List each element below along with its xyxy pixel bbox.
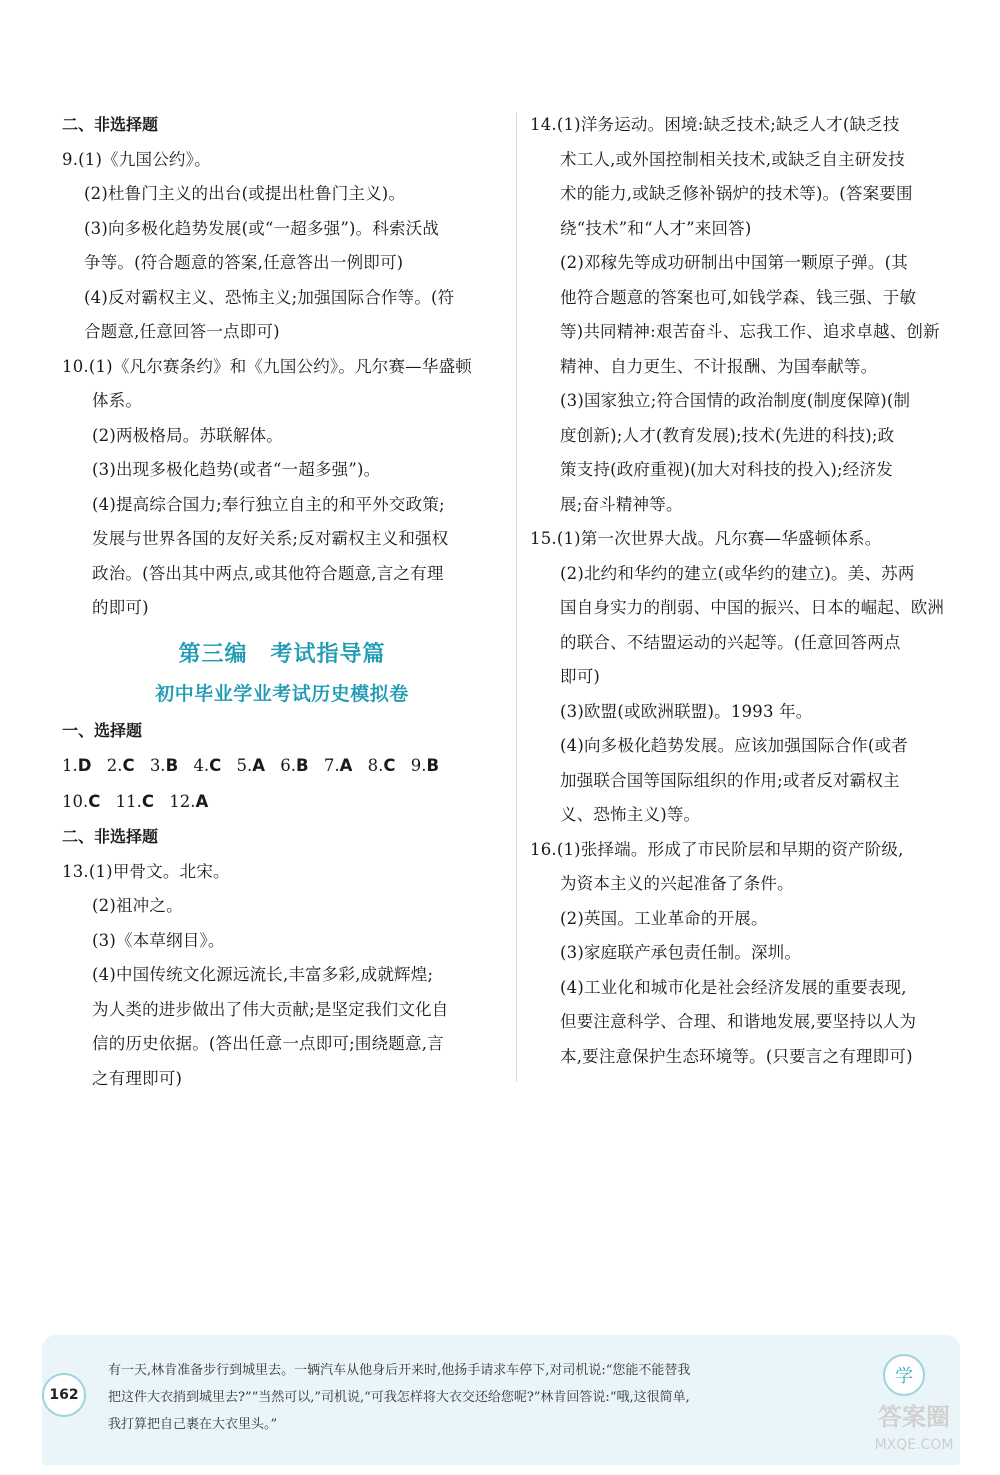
- choice-answer: 5.A: [236, 756, 266, 775]
- story-line: 有一天,林肯准备步行到城里去。一辆汽车从他身后开来时,他扬手请求车停下,对司机说:“您能不能替我: [108, 1363, 691, 1378]
- watermark-icon: [874, 1345, 954, 1455]
- answer-line: 的联合、不结盟运动的兴起等。(任意回答两点: [560, 632, 901, 652]
- right-column: [530, 108, 970, 1074]
- section-heading-nonchoice-2: 二、非选择题: [62, 827, 159, 846]
- answer-line: (4)中国传统文化源远流长,丰富多彩,成就辉煌;: [92, 965, 434, 984]
- choice-answer: 6.B: [280, 756, 309, 775]
- svg-text:答案圈: 答案圈: [878, 1403, 950, 1431]
- question-9: [62, 143, 502, 350]
- choice-answer: 8.C: [367, 756, 396, 775]
- answer-line: 他符合题意的答案也可,如钱学森、钱三强、于敏: [560, 287, 917, 307]
- answer-line: 10.(1)《凡尔赛条约》和《九国公约》。凡尔赛—华盛顿: [62, 356, 472, 376]
- choice-answer: 10.C: [62, 792, 101, 811]
- answer-line: 绕“技术”和“人才”来回答): [560, 218, 752, 238]
- svg-text:MXQE.COM: MXQE.COM: [874, 1437, 954, 1453]
- answer-line: 为人类的进步做出了伟大贡献;是坚定我们文化自: [92, 999, 449, 1019]
- answer-line: 体系。: [92, 391, 143, 410]
- choice-answer: 4.C: [193, 756, 222, 775]
- answer-line: (2)英国。工业革命的开展。: [560, 908, 768, 928]
- answer-line: 即可): [560, 667, 601, 686]
- question-16: [530, 833, 970, 1075]
- question-14: [530, 108, 970, 522]
- footer-story: [108, 1357, 888, 1438]
- answer-line: 14.(1)洋务运动。困境:缺乏技术;缺乏人才(缺乏技: [530, 115, 900, 134]
- answer-line: 合题意,任意回答一点即可): [84, 322, 280, 341]
- answer-line: (3)家庭联产承包责任制。深圳。: [560, 943, 802, 962]
- answer-line: (2)两极格局。苏联解体。: [92, 425, 283, 445]
- answer-line: 信的历史依据。(答出任意一点即可;围绕题意,言: [92, 1034, 444, 1053]
- answer-line: 9.(1)《九国公约》。: [62, 149, 211, 169]
- answer-line: 发展与世界各国的友好关系;反对霸权主义和强权: [92, 529, 449, 548]
- answer-line: 争等。(符合题意的答案,任意答出一例即可): [84, 253, 404, 272]
- svg-text:学: 学: [895, 1366, 913, 1387]
- answer-line: 本,要注意保护生态环境等。(只要言之有理即可): [560, 1046, 913, 1066]
- answer-line: (3)国家独立;符合国情的政治制度(制度保障)(制: [560, 391, 911, 410]
- answer-line: 术工人,或外国控制相关技术,或缺乏自主研发技: [560, 149, 905, 169]
- answer-line: 16.(1)张择端。形成了市民阶层和早期的资产阶级,: [530, 839, 904, 859]
- question-10: [62, 350, 502, 626]
- answer-line: 展;奋斗精神等。: [560, 494, 683, 514]
- answer-line: 为资本主义的兴起准备了条件。: [560, 874, 794, 893]
- answer-line: 精神、自力更生、不计报酬、为国奉献等。: [560, 356, 878, 376]
- part-title: 第三编 考试指导篇: [178, 640, 386, 667]
- answer-line: 义、恐怖主义)等。: [560, 805, 701, 824]
- question-15: [530, 522, 970, 833]
- answer-line: (4)工业化和城市化是社会经济发展的重要表现,: [560, 977, 907, 997]
- choice-answer: 11.C: [115, 792, 154, 811]
- answer-line: (3)《本草纲目》。: [92, 930, 225, 950]
- answer-line: 13.(1)甲骨文。北宋。: [62, 861, 230, 881]
- answer-line: 等)共同精神:艰苦奋斗、忘我工作、追求卓越、创新: [560, 322, 940, 341]
- answer-line: (3)欧盟(或欧洲联盟)。1993 年。: [560, 701, 813, 721]
- answer-line: 但要注意科学、合理、和谐地发展,要坚持以人为: [560, 1012, 917, 1031]
- answer-line: 国自身实力的削弱、中国的振兴、日本的崛起、欧洲: [560, 598, 945, 617]
- column-divider: [516, 112, 517, 1082]
- answer-line: (3)向多极化趋势发展(或“一超多强”)。科索沃战: [84, 218, 440, 238]
- answer-line: (2)祖冲之。: [92, 896, 183, 915]
- section-heading-nonchoice: 二、非选择题: [62, 115, 159, 134]
- page-number: 162: [42, 1373, 86, 1417]
- left-column: [62, 108, 502, 1096]
- choice-answer: 2.C: [106, 756, 135, 775]
- answer-line: (2)邓稼先等成功研制出中国第一颗原子弹。(其: [560, 253, 908, 272]
- answer-line: 策支持(政府重视)(加大对科技的投入);经济发: [560, 460, 893, 479]
- answer-line: (4)提高综合国力;奉行独立自主的和平外交政策;: [92, 494, 445, 514]
- answer-line: 15.(1)第一次世界大战。凡尔赛—华盛顿体系。: [530, 529, 882, 548]
- answer-line: (2)杜鲁门主义的出台(或提出杜鲁门主义)。: [84, 184, 406, 203]
- answer-line: 的即可): [92, 598, 149, 617]
- footer-banner: [42, 1335, 960, 1465]
- answer-line: 政治。(答出其中两点,或其他符合题意,言之有理: [92, 563, 444, 583]
- choice-answers-row-2: [62, 784, 502, 820]
- section-heading-choice: 一、选择题: [62, 720, 143, 740]
- answer-line: 术的能力,或缺乏修补锅炉的技术等)。(答案要围: [560, 184, 913, 203]
- answer-line: 之有理即可): [92, 1068, 183, 1088]
- choice-answer: 12.A: [169, 792, 209, 811]
- answer-line: (4)向多极化趋势发展。应该加强国际合作(或者: [560, 736, 908, 755]
- answer-line: 加强联合国等国际组织的作用;或者反对霸权主: [560, 770, 900, 790]
- choice-answer: 1.D: [62, 756, 92, 775]
- story-line: 把这件大衣捎到城里去?”“当然可以,”司机说,“可我怎样将大衣交还给您呢?”林肯回答说:“哦,这很简单,: [108, 1390, 690, 1405]
- story-line: 我打算把自己裹在大衣里头。”: [108, 1417, 278, 1432]
- choice-answers-row-1: [62, 748, 502, 784]
- exam-title: 初中毕业学业考试历史模拟卷: [155, 682, 409, 705]
- answer-line: (4)反对霸权主义、恐怖主义;加强国际合作等。(符: [84, 287, 455, 307]
- question-13: [62, 855, 502, 1097]
- answer-line: (2)北约和华约的建立(或华约的建立)。美、苏两: [560, 563, 915, 583]
- choice-answer: 3.B: [149, 756, 179, 775]
- answer-line: (3)出现多极化趋势(或者“一超多强”)。: [92, 460, 381, 479]
- choice-answer: 9.B: [410, 756, 440, 775]
- choice-answer: 7.A: [323, 756, 353, 775]
- answer-line: 度创新);人才(教育发展);技术(先进的科技);政: [560, 425, 895, 445]
